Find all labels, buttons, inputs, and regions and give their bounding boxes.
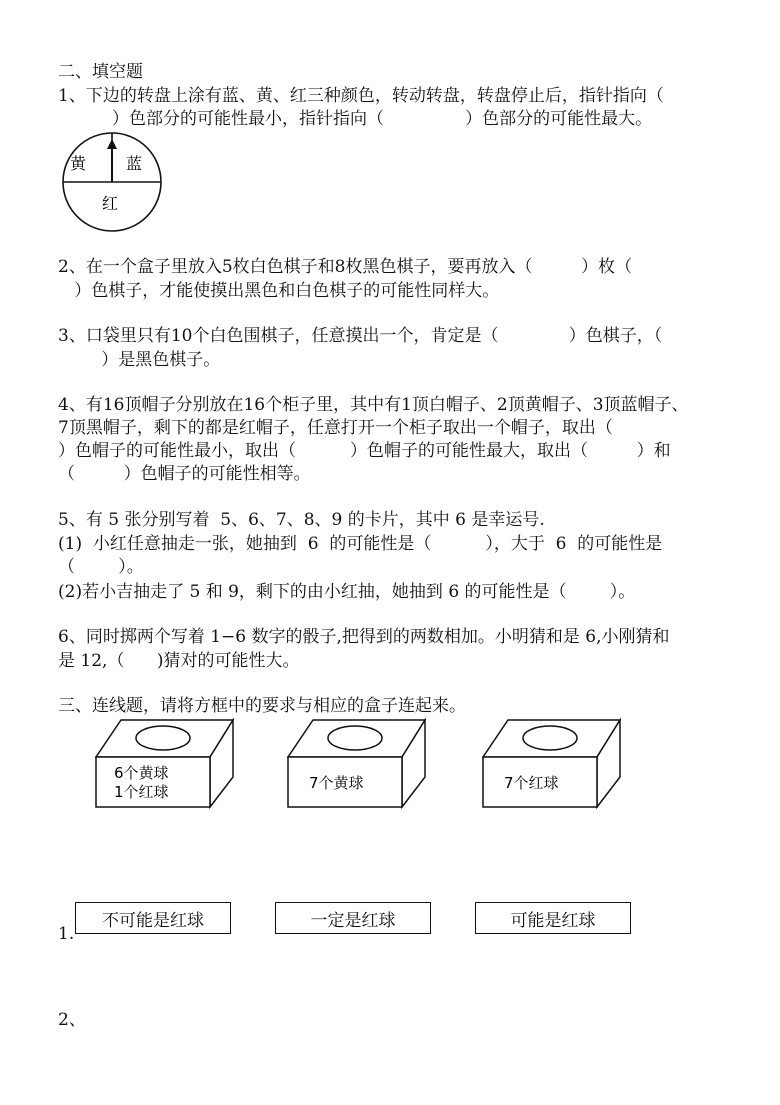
q1-line2: ）色部分的可能性最小，指针指向（ ）色部分的可能性最大。 [58,109,653,129]
q1-line1: 1、下边的转盘上涂有蓝、黄、红三种颜色，转动转盘，转盘停止后，指针指向（ [58,86,664,106]
box-2-opening [328,726,382,750]
q3-line2: ）是黑色棋子。 [58,350,221,370]
q2-line2: ）色棋子，才能使摸出黑色和白色棋子的可能性同样大。 [58,281,500,301]
section-2-title: 二、填空题 [58,62,143,82]
spinner-label-blue: 蓝 [126,154,143,173]
spinner-diagram [58,131,170,233]
box-1-opening [136,726,190,750]
q5-line3: （ ）。 [58,557,144,577]
box-2-label: 7个黄球 [309,774,364,792]
q5-line4: (2)若小吉抽走了 5 和 9，剩下的由小红抽，她抽到 6 的可能性是（ ）。 [58,582,636,602]
q3-line1: 3、口袋里只有10个白色围棋子，任意摸出一个，肯定是（ ）色棋子，（ [58,326,663,346]
box-3 [480,717,625,810]
box-2 [285,717,430,810]
q6-line2: 是 12,（ )猜对的可能性大。 [58,651,300,671]
box-3-label: 7个红球 [504,774,559,792]
q4-line1: 4、有16顶帽子分别放在16个柜子里，其中有1顶白帽子、2顶黄帽子、3顶蓝帽子、 [58,395,689,415]
q4-line4: （ ）色帽子的可能性相等。 [58,464,311,484]
q5-line1: 5、有 5 张分别写着 5、6、7、8、9 的卡片，其中 6 是幸运号. [58,510,545,530]
box-3-opening [523,726,577,750]
q5-line2: (1) 小红任意抽走一张，她抽到 6 的可能性是（ ），大于 6 的可能性是 [58,534,663,554]
spinner-label-red: 红 [102,194,119,213]
section-3-title: 三、连线题，请将方框中的要求与相应的盒子连起来。 [58,696,466,716]
q2-line1: 2、在一个盒子里放入5枚白色棋子和8枚黑色棋子，要再放入（ ）枚（ [58,257,633,277]
box-1-label-line1: 6个黄球 [114,764,169,782]
matching-row-2-number: 2、 [58,1010,86,1030]
matching-row-1-number: 1. [58,924,75,944]
q6-line1: 6、同时掷两个写着 1−6 数字的骰子,把得到的两数相加。小明猜和是 6,小刚猜和 [58,627,670,647]
q4-line2: 7顶黑帽子，剩下的都是红帽子，任意打开一个柜子取出一个帽子，取出（ [58,418,613,438]
q4-line3: ）色帽子的可能性最小，取出（ ）色帽子的可能性最大，取出（ ）和 [58,441,671,461]
box-1 [93,717,238,810]
option-possible-red[interactable]: 可能是红球 [475,902,631,934]
box-1-label-line2: 1个红球 [114,783,169,801]
option-impossible-red[interactable]: 不可能是红球 [75,902,231,934]
option-certain-red[interactable]: 一定是红球 [275,902,431,934]
spinner-label-yellow: 黄 [70,154,87,173]
